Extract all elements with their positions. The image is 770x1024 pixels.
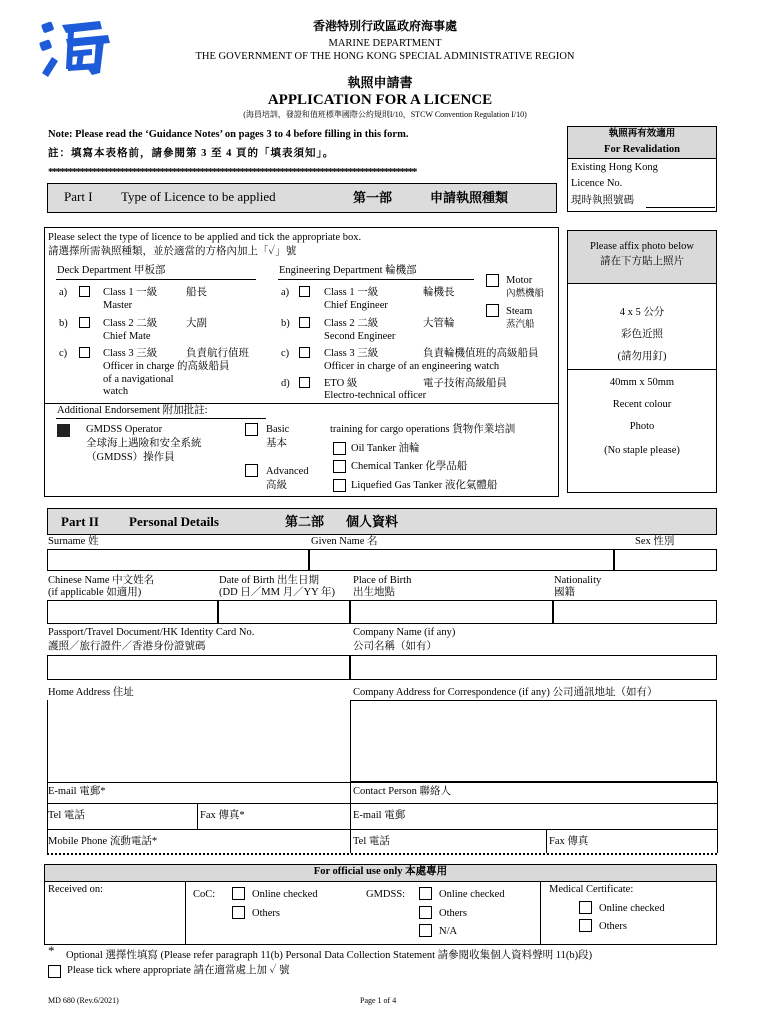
passport-label: Passport/Travel Document/HK Identity Card No.	[48, 627, 255, 638]
deck-class3-zh: 負責航行值班	[186, 348, 249, 359]
sex-input[interactable]	[614, 549, 717, 571]
deck-class3: Class 3 三級	[103, 348, 158, 359]
gmdss-official-label: GMDSS:	[366, 889, 406, 900]
gmdss-na-label: N/A	[439, 926, 458, 937]
basic-label: Basic	[266, 424, 290, 435]
eng-class3-zh: 負責輪機值班的高級船員	[423, 348, 539, 359]
gmdss-line2: 全球海上遇險和安全系統	[86, 438, 202, 449]
part2-title-zh: 個人資料	[346, 514, 399, 529]
basic-checkbox[interactable]	[245, 423, 258, 436]
chemical-tanker-checkbox[interactable]	[333, 460, 346, 473]
photo-staple-en: (No staple please)	[604, 445, 680, 456]
revalidation-title-en: For Revalidation	[604, 144, 680, 155]
licence-no-input[interactable]	[646, 207, 715, 208]
eng-eto-checkbox[interactable]	[299, 377, 310, 388]
eng-class1-title: Chief Engineer	[324, 300, 388, 311]
contact-person-label: Contact Person 聯絡人	[353, 786, 451, 797]
form-number: MD 680 (Rev.6/2021)	[48, 996, 119, 1005]
deck-class3-line2: Officer in charge 的高級船員	[103, 361, 230, 372]
coc-others-checkbox[interactable]	[232, 906, 245, 919]
gmdss-others-label: Others	[439, 908, 467, 919]
note-en: Note: Please read the ‘Guidance Notes’ on pages 3 to 4 before filling in this form.	[48, 129, 409, 140]
email2-label: E-mail 電郵	[353, 810, 406, 821]
eng-d-letter: d)	[281, 378, 290, 389]
home-address-input[interactable]	[47, 700, 350, 782]
liquefied-gas-checkbox[interactable]	[333, 479, 346, 492]
tick-note: Please tick where appropriate 請在適當處上加 ✓ 號	[67, 965, 290, 976]
instruction-zh: 請選擇所需執照種類，並於適當的方格內加上「✓」號	[48, 246, 297, 257]
gmdss-online-checkbox[interactable]	[419, 887, 432, 900]
tick-legend-box	[48, 965, 61, 978]
photo-affix: Please affix photo below	[590, 241, 694, 252]
gmdss-online-label: Online checked	[439, 889, 505, 900]
deck-class1-checkbox[interactable]	[79, 286, 90, 297]
gmdss-line1: GMDSS Operator	[86, 424, 163, 435]
passport-label-zh: 護照／旅行證件／香港身份證號碼	[48, 641, 206, 652]
nationality-label-zh: 國籍	[554, 587, 575, 598]
deck-header: Deck Department 甲板部	[57, 265, 166, 276]
pob-input[interactable]	[350, 600, 553, 624]
chemical-tanker-label: Chemical Tanker 化學品船	[351, 461, 468, 472]
eng-class2-zh: 大管輪	[423, 318, 455, 329]
eng-header: Engineering Department 輪機部	[279, 265, 417, 276]
photo-affix-zh: 請在下方貼上照片	[600, 256, 684, 267]
deck-class2-checkbox[interactable]	[79, 317, 90, 328]
pob-label: Place of Birth	[353, 575, 412, 586]
motor-label: Motor	[506, 275, 533, 286]
coc-others-label: Others	[252, 908, 280, 919]
eng-b-letter: b)	[281, 318, 290, 329]
advanced-label-zh: 高級	[266, 480, 287, 491]
training-label: training for cargo operations 貨物作業培訓	[330, 424, 516, 435]
gmdss-checkbox[interactable]	[57, 424, 70, 437]
eng-class1-zh: 輪機長	[423, 287, 455, 298]
medical-others-checkbox[interactable]	[579, 919, 592, 932]
part1-label-zh: 第一部	[353, 190, 393, 205]
company-name-input[interactable]	[350, 655, 717, 680]
deck-class2-title: Chief Mate	[103, 331, 151, 342]
star-separator: ********************************************************************************************	[48, 166, 416, 178]
dob-format: (DD 日／MM 月／YY 年)	[219, 587, 335, 598]
photo-size-zh: 4 x 5 公分	[619, 307, 665, 318]
mobile-label: Mobile Phone 流動電話*	[48, 836, 158, 847]
deck-a-letter: a)	[59, 287, 68, 298]
photo-photo: Photo	[629, 421, 655, 432]
instruction-en: Please select the type of licence to be applied and tick the appropriate box.	[48, 232, 362, 243]
photo-staple-zh: (請勿用釘)	[617, 351, 667, 362]
addl-header: Additional Endorsement 附加批註:	[57, 405, 208, 416]
oil-tanker-checkbox[interactable]	[333, 442, 346, 455]
eng-class2: Class 2 二級	[324, 318, 379, 329]
deck-b-letter: b)	[59, 318, 68, 329]
advanced-checkbox[interactable]	[245, 464, 258, 477]
motor-checkbox[interactable]	[486, 274, 499, 287]
part1-title: Type of Licence to be applied	[121, 189, 276, 204]
chinese-name-label: Chinese Name 中文姓名	[48, 575, 155, 586]
deck-class1-zh: 船長	[186, 287, 207, 298]
motor-label-zh: 內燃機船	[506, 289, 545, 299]
official-header: For official use only 本處專用	[313, 866, 448, 877]
eng-class3-checkbox[interactable]	[299, 347, 310, 358]
medical-others-label: Others	[599, 921, 627, 932]
eng-class1: Class 1 一級	[324, 287, 379, 298]
note-zh: 註：填寫本表格前，請參閱第 3 至 4 頁的「填表須知」。	[48, 148, 335, 159]
deck-class3-line3: of a navigational	[103, 374, 174, 385]
pob-label-zh: 出生地點	[353, 587, 395, 598]
chinese-name-note: (if applicable 如適用)	[48, 587, 142, 598]
asterisk-mark: *	[48, 943, 55, 958]
coc-online-label: Online checked	[252, 889, 318, 900]
title-en: APPLICATION FOR A LICENCE	[267, 92, 493, 108]
subtitle: (海員培訓，發證和值班標準國際公約規則I/10，STCW Convention Regulation I/10)	[243, 110, 527, 119]
advanced-label: Advanced	[266, 466, 309, 477]
deck-class3-line4: watch	[103, 386, 129, 397]
part2-title: Personal Details	[129, 514, 219, 529]
licence-no-label: Licence No.	[571, 178, 623, 189]
gmdss-na-checkbox[interactable]	[419, 924, 432, 937]
steam-label-zh: 蒸汽船	[506, 320, 535, 330]
existing-label: Existing Hong Kong	[571, 162, 658, 173]
passport-input[interactable]	[47, 655, 350, 680]
deck-class1-title: Master	[103, 300, 133, 311]
eng-class3: Class 3 三級	[324, 348, 379, 359]
company-address-input[interactable]	[350, 700, 717, 782]
part2-label: Part II	[61, 514, 99, 529]
eng-class2-checkbox[interactable]	[299, 317, 310, 328]
revalidation-title-zh: 執照再有效適用	[608, 129, 676, 139]
fax-label: Fax 傳真*	[200, 810, 245, 821]
dob-input[interactable]	[218, 600, 350, 624]
oil-tanker-label: Oil Tanker 油輪	[351, 443, 420, 454]
photo-recent: Recent colour	[612, 399, 672, 410]
deck-class2: Class 2 二級	[103, 318, 158, 329]
basic-label-zh: 基本	[266, 438, 287, 449]
deck-c-letter: c)	[59, 348, 68, 359]
gov-en: THE GOVERNMENT OF THE HONG KONG SPECIAL ADMINISTRATIVE REGION	[195, 51, 575, 62]
received-on-label: Received on:	[48, 884, 104, 895]
eng-a-letter: a)	[281, 287, 290, 298]
photo-color-zh: 彩色近照	[621, 329, 663, 340]
email-label: E-mail 電郵*	[48, 786, 106, 797]
given-name-input[interactable]	[309, 549, 614, 571]
photo-size-en: 40mm x 50mm	[609, 377, 675, 388]
eng-eto: ETO 級	[324, 378, 358, 389]
company-address-label: Company Address for Correspondence (if any) 公司通訊地址（如有）	[353, 687, 658, 698]
fax2-label: Fax 傳真	[549, 836, 589, 847]
dept-en: MARINE DEPARTMENT	[328, 38, 442, 49]
title-zh: 執照申請書	[347, 75, 413, 90]
tel-label: Tel 電話	[48, 810, 85, 821]
steam-label: Steam	[506, 306, 533, 317]
surname-label: Surname 姓	[48, 536, 99, 547]
chinese-name-input[interactable]	[47, 600, 218, 624]
eng-class2-title: Second Engineer	[324, 331, 396, 342]
deck-class3-checkbox[interactable]	[79, 347, 90, 358]
deck-class2-zh: 大副	[186, 318, 207, 329]
optional-note: Optional 選擇性填寫 (Please refer paragraph 11(b) Personal Data Collection Statement 請參閱收集個人資料聲明 11(b)段)	[66, 950, 593, 961]
medical-online-label: Online checked	[599, 903, 665, 914]
nationality-input[interactable]	[553, 600, 717, 624]
part1-label: Part I	[64, 189, 93, 204]
part1-title-zh: 申請執照種類	[430, 190, 509, 205]
sex-label: Sex 性別	[635, 536, 675, 547]
existing-zh-label: 現時執照號碼	[571, 195, 634, 206]
coc-label: CoC:	[193, 889, 216, 900]
dept-zh: 香港特別行政區政府海事處	[312, 19, 457, 33]
steam-checkbox[interactable]	[486, 304, 499, 317]
given-name-label: Given Name 名	[311, 536, 378, 547]
home-address-label: Home Address 住址	[48, 687, 134, 698]
page-number: Page 1 of 4	[360, 996, 397, 1005]
eng-eto-zh: 電子技術高級船員	[423, 378, 507, 389]
eng-class3-title: Officer in charge of an engineering watch	[324, 361, 500, 372]
nationality-label: Nationality	[554, 575, 602, 586]
tel2-label: Tel 電話	[353, 836, 390, 847]
deck-class1: Class 1 一級	[103, 287, 158, 298]
gmdss-line3: （GMDSS）操作員	[86, 452, 175, 463]
liquefied-gas-label: Liquefied Gas Tanker 液化氣體船	[351, 480, 498, 491]
part2-label-zh: 第二部	[285, 514, 325, 529]
eng-c-letter: c)	[281, 348, 290, 359]
eng-class1-checkbox[interactable]	[299, 286, 310, 297]
dob-label: Date of Birth 出生日期	[219, 575, 320, 586]
surname-input[interactable]	[47, 549, 309, 571]
medical-label: Medical Certificate:	[549, 884, 634, 895]
eng-eto-title: Electro-technical officer	[324, 390, 427, 401]
medical-online-checkbox[interactable]	[579, 901, 592, 914]
coc-online-checkbox[interactable]	[232, 887, 245, 900]
company-name-label: Company Name (if any)	[353, 627, 456, 638]
gmdss-others-checkbox[interactable]	[419, 906, 432, 919]
company-name-label-zh: 公司名稱（如有）	[353, 641, 437, 652]
